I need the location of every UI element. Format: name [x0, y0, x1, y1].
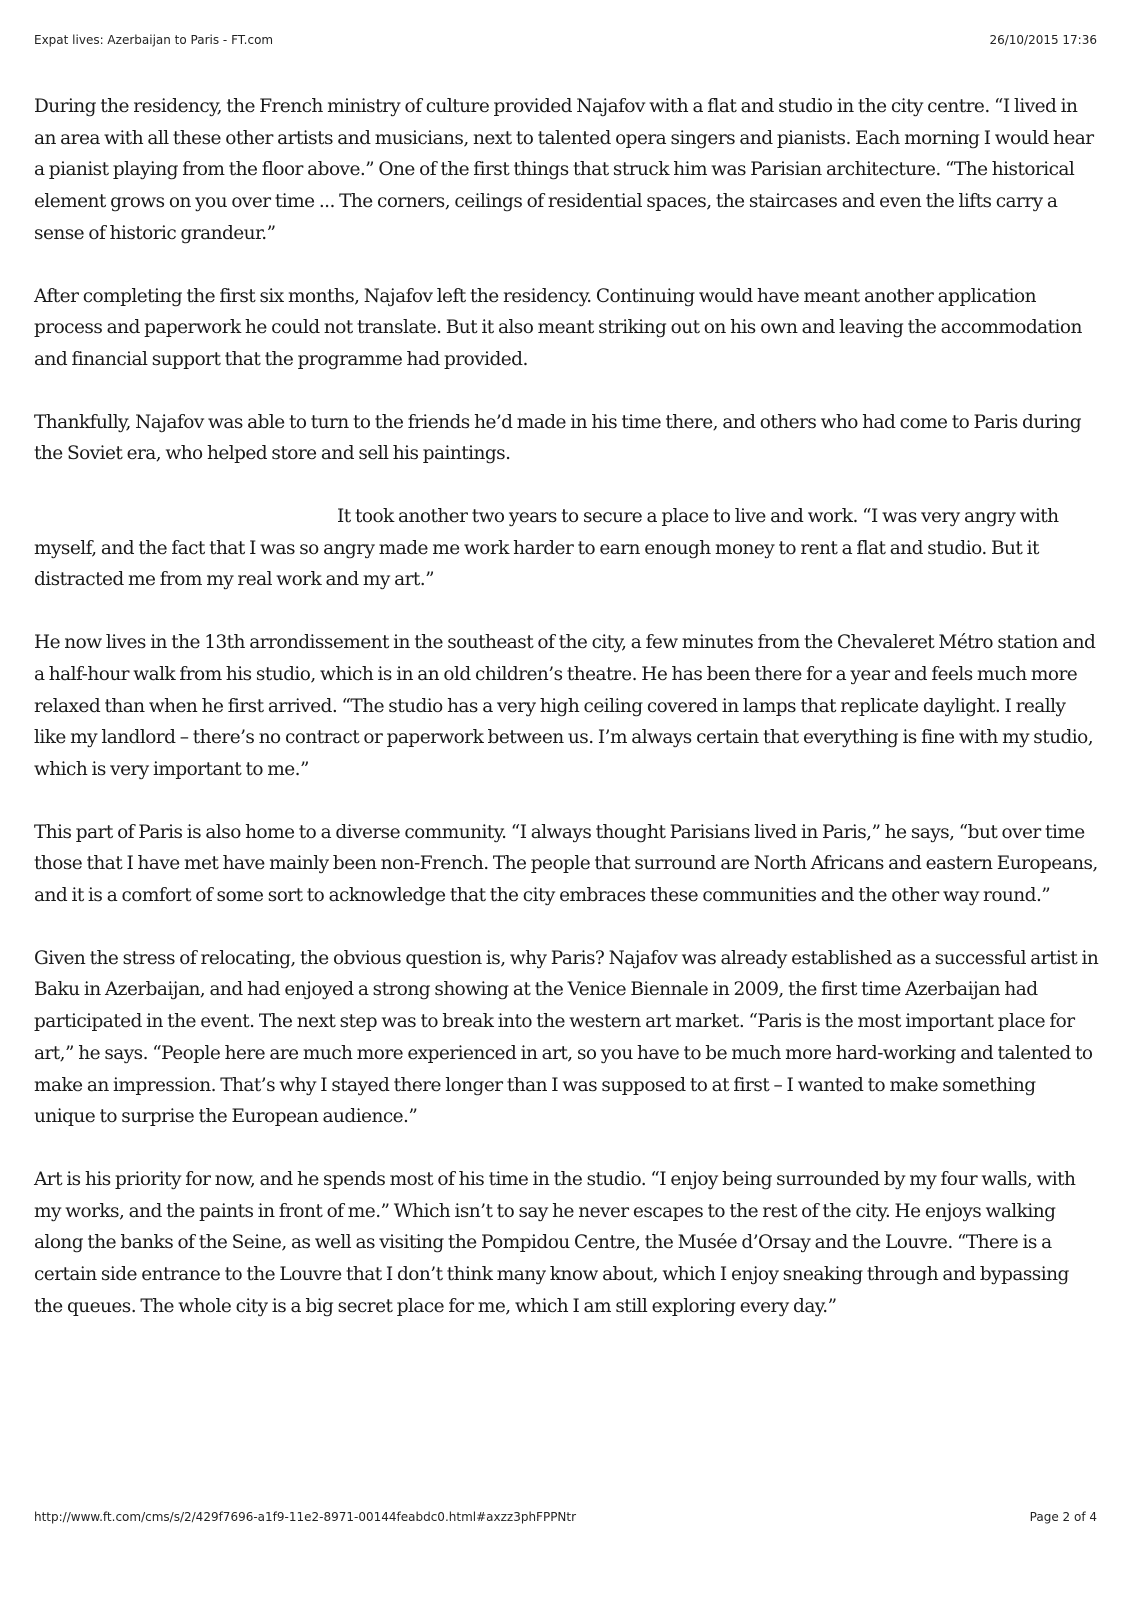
article-paragraph: During the residency, the French ministry of culture provided Najafov with a flat and studio in the city centre. “I lived in an area with all these other artists and musicians, next to talented opera singers and pianists. Each morning I would hear a pianist playing from the floor above.” One of the first things that struck him was Parisian architecture. “The historical element grows on you over time ... The corners, ceilings of residential spaces, the staircases and even the lifts carry a sense of historic grandeur.” — [34, 96, 1094, 244]
article-paragraph: Thankfully, Najafov was able to turn to the friends he’d made in his time there, and others who had come to Paris during the Soviet era, who helped store and sell his paintings. — [34, 411, 1082, 465]
article-paragraph: Given the stress of relocating, the obvious question is, why Paris? Najafov was already established as a successful artist in Baku in Azerbaijan, and had enjoyed a strong showing at the Venice Biennale in 2009, the first time Azerbaijan had participated in the event. The next step was to break into the western art market. “Paris is the most important place for art,” he says. “People here are much more experienced in art, so you have to be much more hard-working and talented to make an impression. That’s why I stayed there longer than I was supposed to at first – I wanted to make something unique to surprise the European audience.” — [34, 947, 1099, 1128]
page-title: Expat lives: Azerbaijan to Paris - FT.com — [34, 33, 274, 47]
page-footer — [34, 1510, 1097, 1530]
article-paragraph: This part of Paris is also home to a diverse community. “I always thought Parisians lived in Paris,” he says, “but over time those that I have met have mainly been non-French. The people that surround are North Africans and eastern Europeans, and it is a comfort of some sort to acknowledge that the city embraces these communities and the other way round.” — [34, 821, 1098, 907]
page-url: http://www.ft.com/cms/s/2/429f7696-a1f9-11e2-8971-00144feabdc0.html#axzz3phFPPNtr — [34, 1510, 577, 1524]
article-paragraph: After completing the first six months, Najafov left the residency. Continuing would have meant another application process and paperwork he could not translate. But it also meant striking out on his own and leaving the accommodation and financial support that the programme had provided. — [34, 285, 1082, 370]
print-datetime: 26/10/2015 17:36 — [989, 33, 1097, 47]
page-number: Page 2 of 4 — [1029, 1510, 1097, 1524]
article-body — [34, 91, 1100, 1354]
article-paragraph: It took another two years to secure a place to live and work. “I was very angry with myself, and the fact that I was so angry made me work harder to earn enough money to rent a flat and studio. But it distracted me from my real work and my art.” — [34, 506, 1059, 591]
page-header — [34, 33, 1097, 53]
article-paragraph: He now lives in the 13th arrondissement in the southeast of the city, a few minutes from the Chevaleret Métro station and a half-hour walk from his studio, which is in an old children’s theatre. He has been there for a year and feels much more relaxed than when he first arrived. “The studio has a very high ceiling covered in lamps that replicate daylight. I really like my landlord – there’s no contract or paperwork between us. I’m always certain that everything is fine with my studio, which is very important to me.” — [34, 632, 1096, 780]
article-paragraph: Art is his priority for now, and he spends most of his time in the studio. “I enjoy being surrounded by my four walls, with my works, and the paints in front of me.” Which isn’t to say he never escapes to the rest of the city. He enjoys walking along the banks of the Seine, as well as visiting the Pompidou Centre, the Musée d’Orsay and the Louvre. “There is a certain side entrance to the Louvre that I don’t think many know about, which I enjoy sneaking through and bypassing the queues. The whole city is a big secret place for me, which I am still exploring every day.” — [34, 1168, 1076, 1317]
